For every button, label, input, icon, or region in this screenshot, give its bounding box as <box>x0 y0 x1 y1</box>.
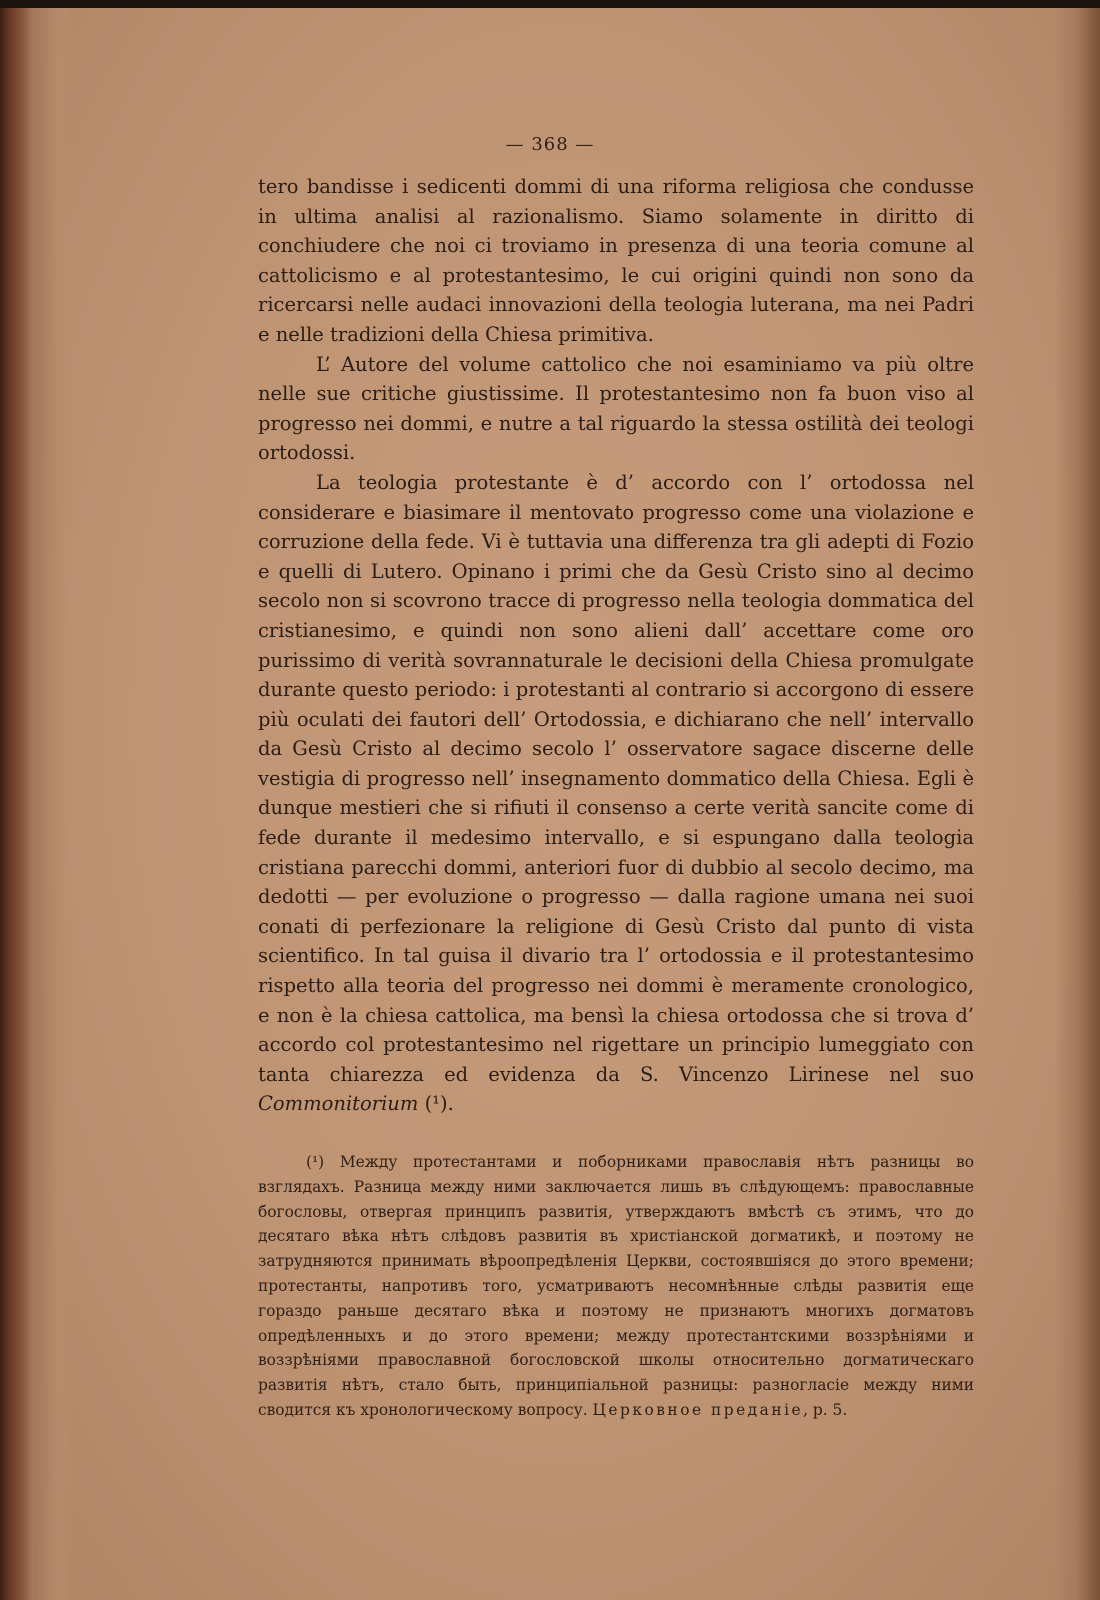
page-number: — 368 — <box>505 134 595 155</box>
paragraph-3 <box>258 468 974 1119</box>
paragraph-2: L’ Autore del volume cattolico che noi esaminiamo va più oltre nelle sue critiche giustissime. Il protestantesimo non fa buon viso al progresso nei dommi, e nutre a tal riguardo la stessa ostilità dei teologi ortodossi. <box>258 352 974 465</box>
footnote-reference: (¹) <box>424 1092 448 1116</box>
footnote-marker: (¹) <box>306 1153 325 1171</box>
book-binding <box>0 0 34 1600</box>
work-title-italic: Commonitorium <box>258 1092 419 1116</box>
paragraph-1: tero bandisse i sedicenti dommi di una riforma religiosa che condusse in ultima analisi al razionalismo. Siamo solamente in diritto di conchiudere che noi ci troviamo in presenza di una teoria comune al cattolicismo e al protestantesimo, le cui origini quindi non sono da ricercarsi nelle audaci innovazioni della teologia luterana, ma nei Padri e nelle tradizioni della Chiesa primitiva. <box>258 175 974 346</box>
page-edge-right <box>1054 0 1100 1600</box>
paragraph-3-end: . <box>447 1092 454 1116</box>
paragraph-3-text: La teologia protestante è d’ accordo con l’ ortodossa nel considerare e biasimare il mentovato progresso come una violazione e corruzione della fede. Vi è tuttavia una differenza tra gli adepti di Fozio e quelli di Lutero. Opinano i primi che da Gesù Cristo sino al decimo secolo non si scovrono tracce di progresso nella teologia dommatica del cristianesimo, e quindi non sono alieni dall’ accettare come oro purissimo di verità sovrannaturale le decisioni della Chiesa promulgate durante questo periodo: i protestanti al contrario si accorgono di essere più oculati dei fautori dell’ Ortodossia, e dichiarano che nell’ intervallo da Gesù Cristo al decimo secolo l’ osservatore sagace discerne delle vestigia di progresso nell’ insegnamento dommatico della Chiesa. Egli è dunque mestieri che si rifiuti il consenso a certe verità sancite come di fede durante il medesimo intervallo, e si espungano dalla teologia cristiana parecchi dommi, anteriori fuor di dubbio al secolo decimo, ma dedotti — per evoluzione o progresso — dalla ragione umana nei suoi conati di perfezionare la religione di Gesù Cristo dal punto di vista scientifico. In tal guisa il divario tra l’ ortodossia e il protestantesimo rispetto alla teoria del progresso nei dommi è meramente cronologico, e non è la chiesa cattolica, ma bensì la chiesa ortodossa che si trova d’ accordo col protestantesimo nel rigettare un principio lumeggiato con tanta chiarezza ed evidenza da S. Vincenzo Lirinese nel suo <box>258 470 974 1086</box>
main-text <box>258 172 974 1119</box>
page-edge-left <box>34 6 74 1600</box>
page-edge-top <box>0 0 1100 8</box>
footnote-page: , p. 5. <box>803 1400 848 1419</box>
footnote-source: Церковное преданіе <box>592 1400 804 1419</box>
footnote-paragraph <box>258 1150 974 1423</box>
footnote <box>258 1150 974 1423</box>
footnote-body: Между протестантами и поборниками православія нѣтъ разницы во взглядахъ. Разница между ними заключается лишь въ слѣдующемъ: православные богословы, отвергая принципъ развитія, утверждаютъ вмѣстѣ съ этимъ, что до десятаго вѣка нѣтъ слѣдовъ развитія въ христіанской догматикѣ, и поэтому не затрудняются принимать вѣроопредѣленія Церкви, состоявшіяся до этого времени; протестанты, напротивъ того, усматриваютъ несомнѣнные слѣды развитія еще гораздо раньше десятаго вѣка и поэтому не признаютъ многихъ догматовъ опредѣленныхъ и до этого времени; между протестантскими воззрѣніями и воззрѣніями православной богословской школы относительно догматическаго развитія нѣтъ, стало быть, принципіальной разницы: разногласіе между ними сводится къ хронологическому вопросу. <box>258 1153 974 1419</box>
